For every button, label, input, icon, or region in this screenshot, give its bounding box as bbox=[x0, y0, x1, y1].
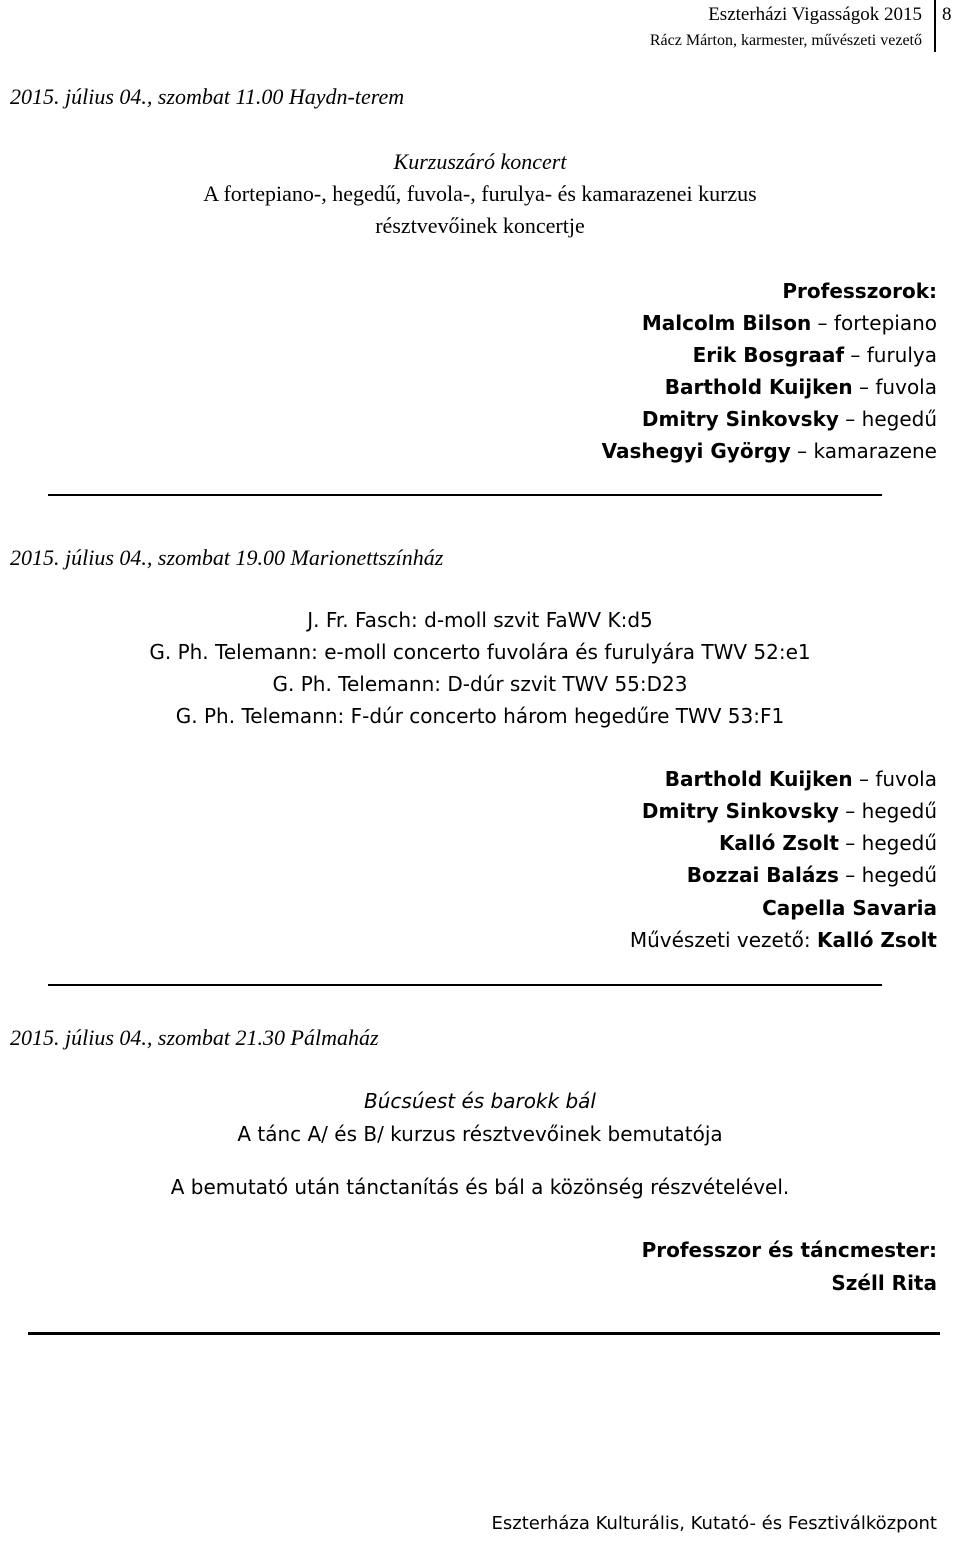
performer-name: Kalló Zsolt bbox=[718, 831, 839, 855]
header-subtitle: Rácz Márton, karmester, művészeti vezető bbox=[649, 32, 922, 49]
event2-director-name: Kalló Zsolt bbox=[817, 928, 937, 952]
event2-director-label: Művészeti vezető: bbox=[629, 928, 811, 952]
event2-performer-line bbox=[719, 831, 937, 855]
event3-note: A bemutató után tánctanítás és bál a közönség részvételével. bbox=[170, 1175, 790, 1199]
section-divider bbox=[48, 494, 882, 496]
event3-date-line: 2015. július 04., szombat 21.30 Pálmaház bbox=[10, 1025, 379, 1050]
dash-separator: – bbox=[852, 375, 876, 399]
performer-role: fortepiano bbox=[833, 311, 937, 335]
performer-name: Vashegyi György bbox=[601, 439, 791, 463]
event1-performer-line bbox=[693, 343, 937, 367]
event1-date-line: 2015. július 04., szombat 11.00 Haydn-terem bbox=[10, 84, 405, 109]
performer-name: Erik Bosgraaf bbox=[692, 343, 845, 367]
event3-desc: A tánc A/ és B/ kurzus résztvevőinek bemutatója bbox=[237, 1122, 723, 1146]
performer-role: hegedű bbox=[861, 407, 937, 431]
section-divider bbox=[48, 984, 882, 986]
dash-separator: – bbox=[852, 767, 876, 791]
performer-role: hegedű bbox=[861, 799, 937, 823]
event2-director-line bbox=[630, 928, 937, 952]
program-item: G. Ph. Telemann: e-moll concerto fuvolára és furulyára TWV 52:e1 bbox=[149, 640, 811, 664]
performer-role: kamarazene bbox=[813, 439, 937, 463]
event3-leader-heading: Professzor és táncmester: bbox=[641, 1238, 937, 1262]
page-number: 8 bbox=[942, 4, 952, 25]
performer-name: Bozzai Balázs bbox=[686, 863, 839, 887]
performer-role: fuvola bbox=[875, 375, 937, 399]
event1-title: Kurzuszáró koncert bbox=[393, 149, 567, 174]
header-divider bbox=[934, 0, 936, 52]
event2-performer-line bbox=[642, 799, 937, 823]
dash-separator: – bbox=[838, 831, 862, 855]
program-item: G. Ph. Telemann: D-dúr szvit TWV 55:D23 bbox=[272, 672, 688, 696]
footer-org: Eszterháza Kulturális, Kutató- és Fesztiválközpont bbox=[491, 1513, 937, 1534]
program-item: J. Fr. Fasch: d-moll szvit FaWV K:d5 bbox=[307, 608, 653, 632]
performer-role: hegedű bbox=[861, 831, 937, 855]
dash-separator: – bbox=[838, 799, 862, 823]
event2-date-line: 2015. július 04., szombat 19.00 Marionettszínház bbox=[10, 545, 444, 570]
performer-role: fuvola bbox=[875, 767, 937, 791]
dash-separator: – bbox=[811, 311, 834, 335]
event2-performer-line bbox=[687, 863, 937, 887]
performer-role: furulya bbox=[866, 343, 937, 367]
program-item: G. Ph. Telemann: F-dúr concerto három hegedűre TWV 53:F1 bbox=[175, 704, 785, 728]
performer-role: hegedű bbox=[861, 863, 937, 887]
event1-desc-line1: A fortepiano-, hegedű, fuvola-, furulya- és kamarazenei kurzus bbox=[203, 181, 757, 206]
event1-desc-line2: résztvevőinek koncertje bbox=[375, 213, 585, 238]
dash-separator: – bbox=[790, 439, 814, 463]
event3-title: Búcsúest és barokk bál bbox=[364, 1089, 596, 1113]
event1-performer-line bbox=[665, 375, 937, 399]
event3-leader-name: Széll Rita bbox=[831, 1271, 937, 1295]
header-title: Eszterházi Vigasságok 2015 bbox=[708, 4, 922, 25]
event1-performers-heading: Professzorok: bbox=[782, 279, 937, 303]
dash-separator: – bbox=[838, 407, 862, 431]
event1-performer-line bbox=[602, 439, 937, 463]
performer-name: Dmitry Sinkovsky bbox=[641, 799, 839, 823]
event1-performer-line bbox=[642, 311, 937, 335]
performer-name: Barthold Kuijken bbox=[664, 767, 853, 791]
event1-performer-line bbox=[642, 407, 937, 431]
dash-separator: – bbox=[838, 863, 862, 887]
performer-name: Dmitry Sinkovsky bbox=[641, 407, 839, 431]
event2-ensemble: Capella Savaria bbox=[762, 896, 937, 920]
footer-divider bbox=[28, 1332, 940, 1335]
performer-name: Malcolm Bilson bbox=[641, 311, 812, 335]
dash-separator: – bbox=[844, 343, 867, 367]
performer-name: Barthold Kuijken bbox=[664, 375, 853, 399]
event2-performer-line bbox=[665, 767, 937, 791]
